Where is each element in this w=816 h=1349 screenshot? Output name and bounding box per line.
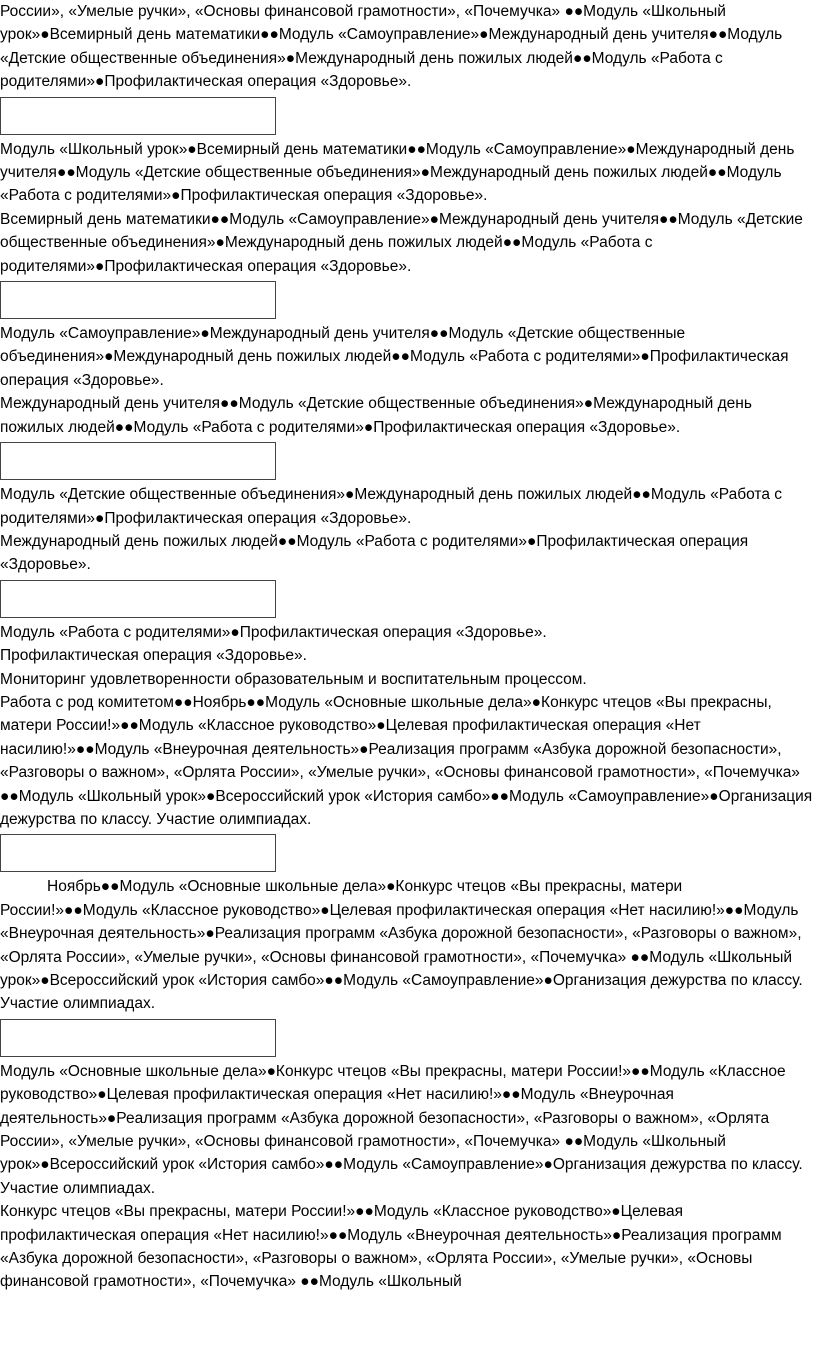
text-paragraph: Модуль «Детские общественные объединения»●Международный день пожилых людей●●Модуль «Работа с родителями»●Профилактическая операция «Здоровье». [0,486,782,527]
text-paragraph: Мониторинг удовлетворенности образовательным и воспитательным процессом. [0,670,587,688]
empty-frame-box [0,580,276,618]
text-paragraph: Модуль «Работа с родителями»●Профилактическая операция «Здоровье». [0,623,547,641]
empty-frame-box [0,97,276,135]
text-paragraph: Профилактическая операция «Здоровье». [0,647,307,665]
text-paragraph: Работа с род комитетом●●Ноябрь●●Модуль «Основные школьные дела»●Конкурс чтецов «Вы прекрасны, матери России!»●●Модуль «Классное руководство»●Целевая профилактическая операция «Нет насилию!»●●Модуль «Внеурочная деятельность»●Реализация программ «Азбука дорожной безопасности», «Разговоры о важном», «Орлята России», «Умелые ручки», «Основы финансовой грамотности», «Почемучка» ●●Модуль «Школьный урок»●Всероссийский урок «История самбо»●●Модуль «Самоуправление»●Организация дежурства по классу. Участие олимпиадах. [0,693,813,828]
text-paragraph: Всемирный день математики●●Модуль «Самоуправление»●Международный день учителя●●Модуль «Детские общественные объединения»●Международный день пожилых людей●●Модуль «Работа с родителями»●Профилактическая операция «Здоровье». [0,210,803,275]
text-paragraph: Международный день пожилых людей●●Модуль «Работа с родителями»●Профилактическая операция «Здоровье». [0,532,749,574]
text-paragraph: Модуль «Основные школьные дела»●Конкурс чтецов «Вы прекрасны, матери России!»●●Модуль «Классное руководство»●Целевая профилактическая операция «Нет насилию!»●●Модуль «Внеурочная деятельность»●Реализация программ «Азбука дорожной безопасности», «Разговоры о важном», «Орлята России», «Умелые ручки», «Основы финансовой грамотности», «Почемучка» ●●Модуль «Школьный урок»●Всероссийский урок «История самбо»●●Модуль «Самоуправление»●Организация дежурства по классу. Участие олимпиадах. [0,1062,803,1197]
text-paragraph: России», «Умелые ручки», «Основы финансовой грамотности», «Почемучка» ●●Модуль «Школьный урок»●Всемирный день математики●●Модуль «Самоуправление»●Международный день учителя●●Модуль «Детские общественные объединения»●Международный день пожилых людей●●Модуль «Работа с родителями»●Профилактическая операция «Здоровье». [0,3,783,91]
empty-frame-box [0,442,276,480]
empty-frame-box [0,1019,276,1057]
text-paragraph: Конкурс чтецов «Вы прекрасны, матери России!»●●Модуль «Классное руководство»●Целевая профилактическая операция «Нет насилию!»●●Модуль «Внеурочная деятельность»●Реализация программ «Азбука дорожной безопасности», «Разговоры о важном», «Орлята России», «Умелые ручки», «Основы финансовой грамотности», «Почемучка» ●●Модуль «Школьный [0,1203,782,1291]
text-paragraph: Модуль «Школьный урок»●Всемирный день математики●●Модуль «Самоуправление»●Международный день учителя●●Модуль «Детские общественные объединения»●Международный день пожилых людей●●Модуль «Работа с родителями»●Профилактическая операция «Здоровье». [0,140,795,205]
text-paragraph: Ноябрь●●Модуль «Основные школьные дела»●Конкурс чтецов «Вы прекрасны, матери России!»●●Модуль «Классное руководство»●Целевая профилактическая операция «Нет насилию!»●●Модуль «Внеурочная деятельность»●Реализация программ «Азбука дорожной безопасности», «Разговоры о важном», «Орлята России», «Умелые ручки», «Основы финансовой грамотности», «Почемучка» ●●Модуль «Школьный урок»●Всероссийский урок «История самбо»●●Модуль «Самоуправление»●Организация дежурства по классу. Участие олимпиадах. [0,878,803,1013]
text-paragraph: Международный день учителя●●Модуль «Детские общественные объединения»●Международный день пожилых людей●●Модуль «Работа с родителями»●Профилактическая операция «Здоровье». [0,395,752,436]
empty-frame-box [0,834,276,872]
text-paragraph: Модуль «Самоуправление»●Международный день учителя●●Модуль «Детские общественные объединения»●Международный день пожилых людей●●Модуль «Работа с родителями»●Профилактическая операция «Здоровье». [0,325,789,389]
empty-frame-box [0,281,276,319]
